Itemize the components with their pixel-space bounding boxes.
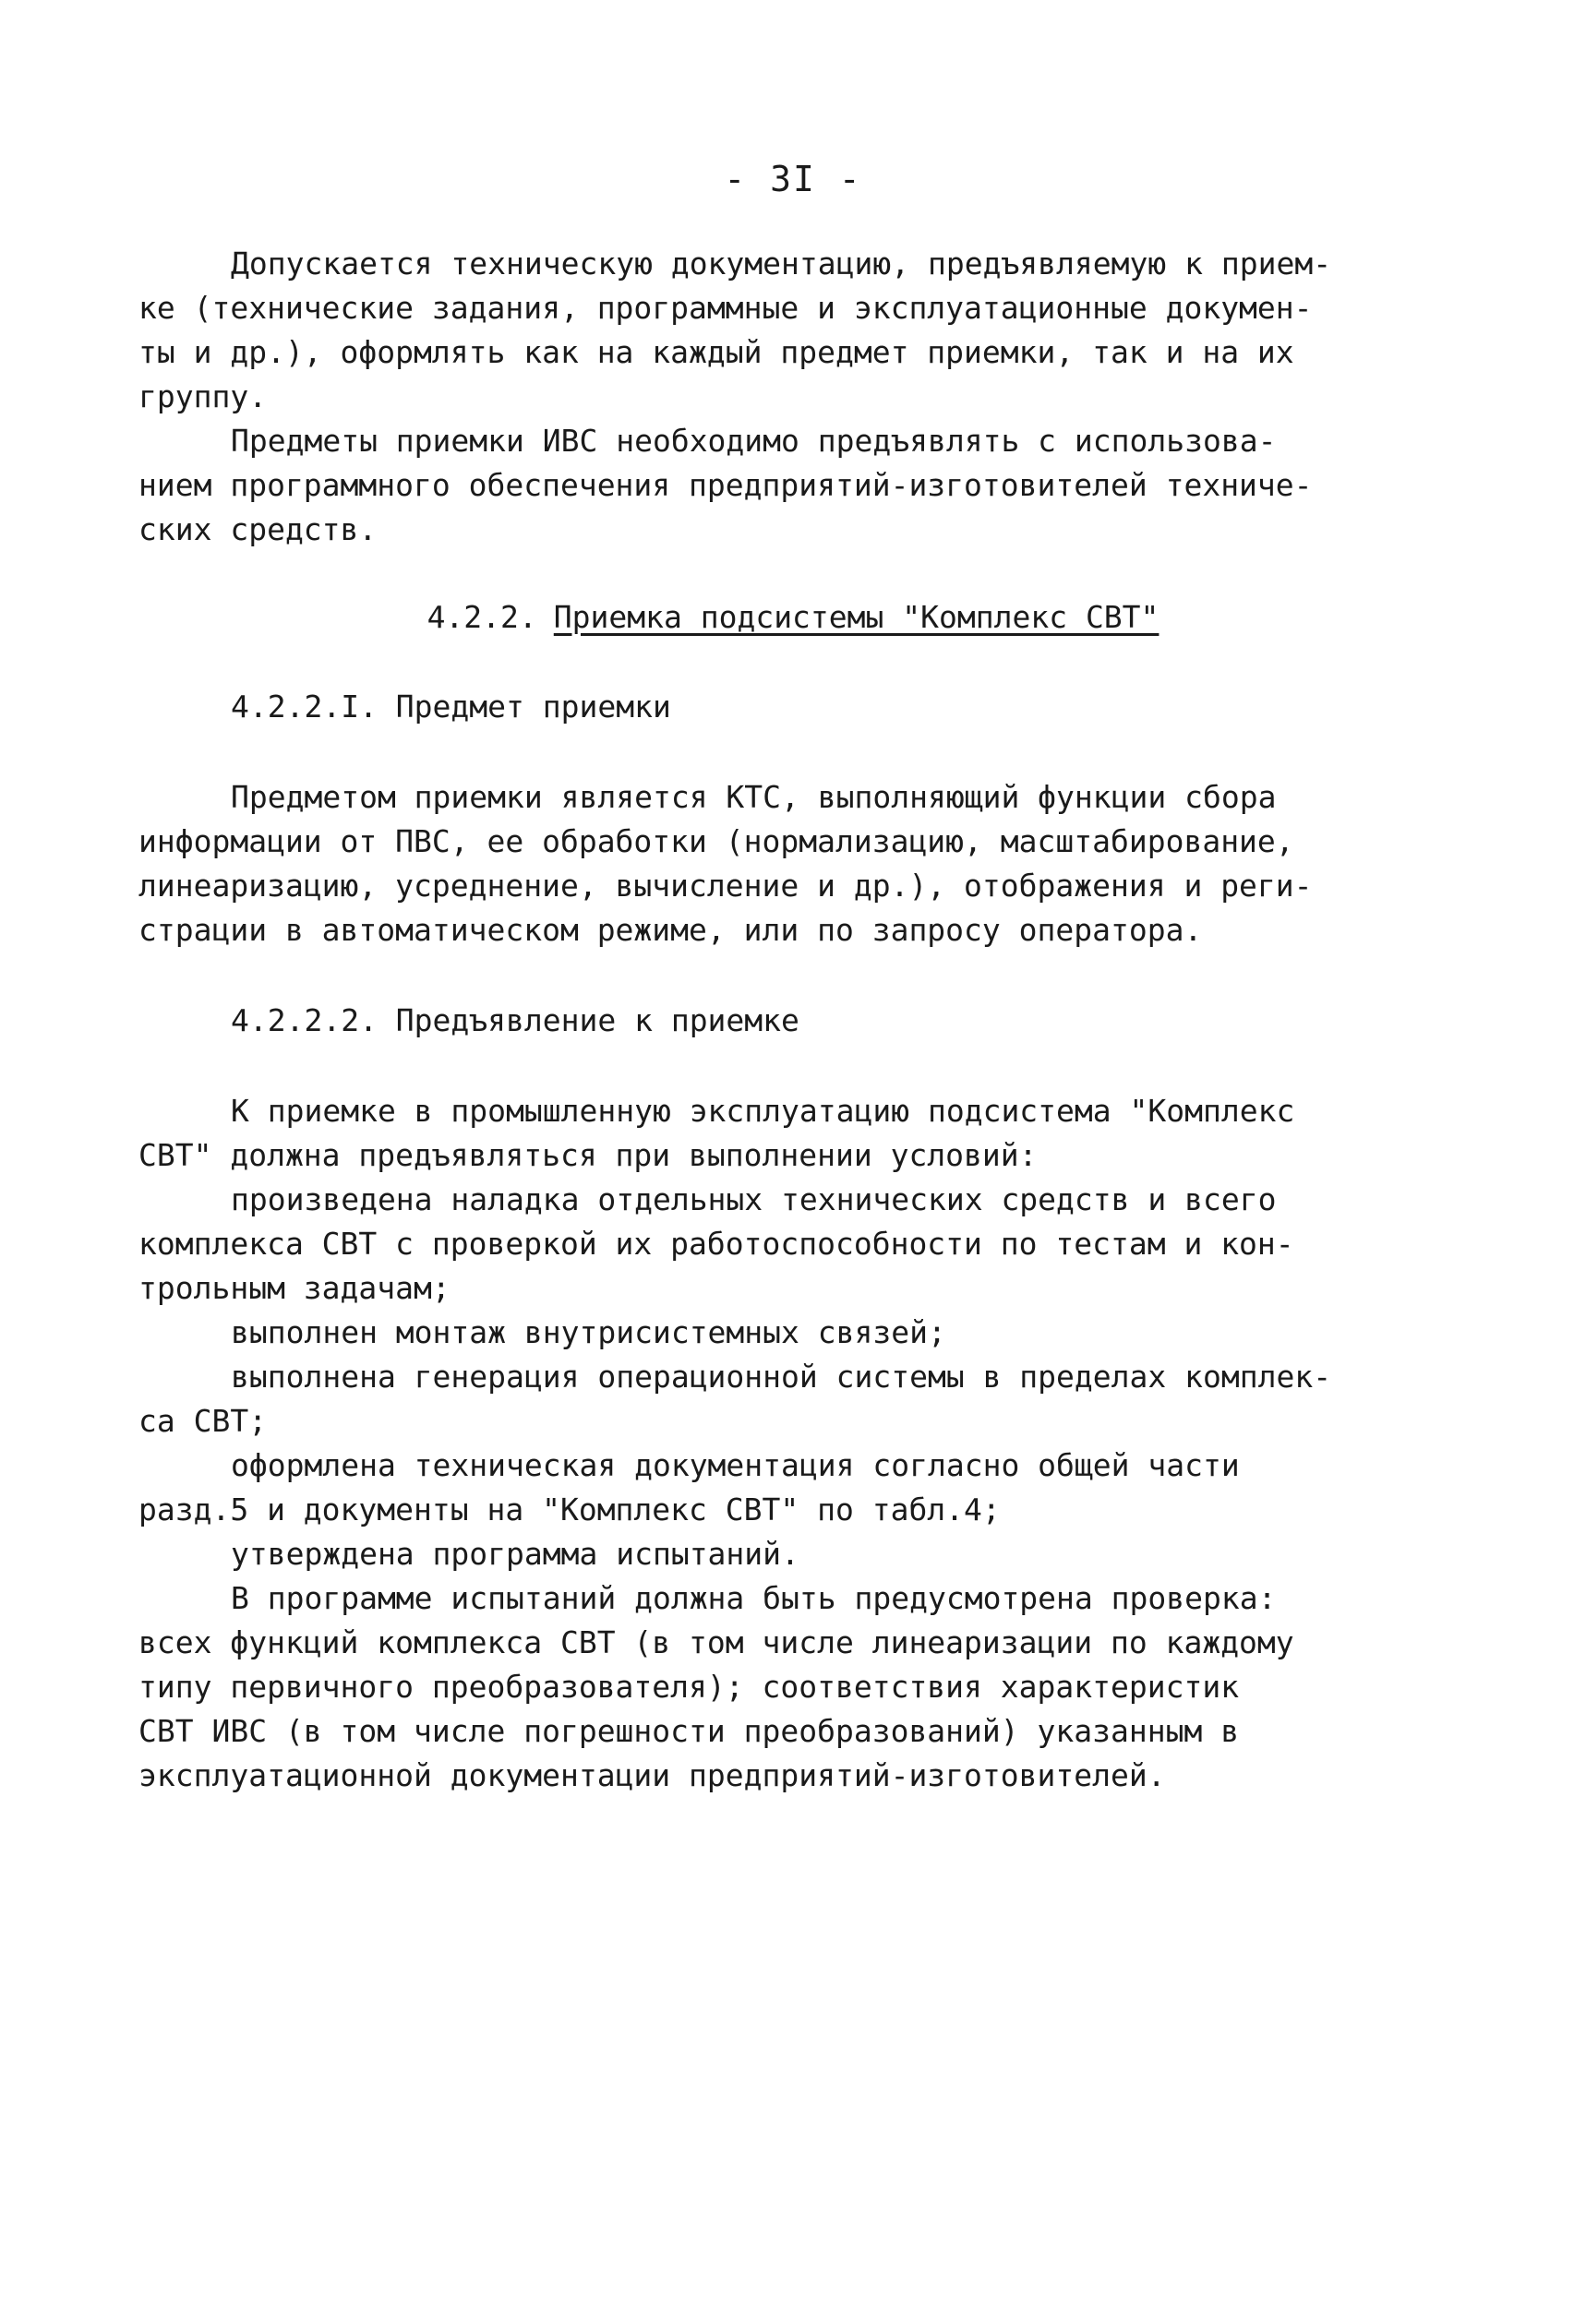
section-title: Приемка подсистемы "Комплекс СВТ" <box>553 599 1159 635</box>
paragraph-ivs-subjects <box>138 419 1329 552</box>
text-line: ты и др.), оформлять как на каждый предмет приемки, так и на их <box>138 334 1294 370</box>
text-line: эксплуатационной документации предприятий-изготовителей. <box>138 1757 1166 1793</box>
subsection-heading-subject: 4.2.2.I. Предмет приемки <box>231 689 671 725</box>
text-line: К приемке в промышленную эксплуатацию подсистема "Комплекс <box>231 1093 1295 1129</box>
text-line: утверждена программа испытаний. <box>231 1536 799 1572</box>
text-line: Допускается техническую документацию, предъявляемую к прием- <box>231 246 1332 282</box>
condition-item <box>138 1355 1332 1444</box>
text-line: Предметы приемки ИВС необходимо предъявлять с использова- <box>231 423 1277 459</box>
text-line: типу первичного преобразователя); соответствия характеристик <box>138 1669 1240 1705</box>
text-line: ке (технические задания, программные и эксплуатационные докумен- <box>138 290 1313 326</box>
text-line: информации от ПВС, ее обработки (нормализацию, масштабирование, <box>138 823 1294 859</box>
text-line: страции в автоматическом режиме, или по запросу оператора. <box>138 912 1203 948</box>
paragraph-tech-documentation <box>138 242 1332 419</box>
text-line: выполнена генерация операционной системы в пределах комплек- <box>231 1359 1332 1395</box>
section-heading <box>0 595 1586 640</box>
text-line: выполнен монтаж внутрисистемных связей; <box>231 1314 946 1350</box>
condition-item <box>138 1532 1329 1576</box>
text-line: оформлена техническая документация согласно общей части <box>231 1447 1240 1483</box>
text-line: разд.5 и документы на "Комплекс СВТ" по табл.4; <box>138 1491 1001 1527</box>
text-line: са СВТ; <box>138 1403 268 1439</box>
paragraph-presentation-conditions <box>138 1089 1329 1178</box>
text-line: Предметом приемки является КТС, выполняющий функции сбора <box>231 779 1277 815</box>
section-number: 4.2.2. <box>427 599 537 635</box>
text-line: линеаризацию, усреднение, вычисление и др.), отображения и реги- <box>138 868 1313 904</box>
text-line: В программе испытаний должна быть предусмотрена проверка: <box>231 1580 1277 1616</box>
text-line: нием программного обеспечения предприятий-изготовителей техниче- <box>138 467 1313 503</box>
subsection-heading-presentation: 4.2.2.2. Предъявление к приемке <box>231 1002 799 1038</box>
text-line: всех функций комплекса СВТ (в том числе линеаризации по каждому <box>138 1624 1294 1660</box>
condition-item <box>138 1444 1329 1532</box>
paragraph-test-program <box>138 1576 1329 1798</box>
page-number: - 3I - <box>724 159 862 199</box>
condition-item <box>138 1178 1329 1311</box>
text-line: СВТ" должна предъявляться при выполнении условий: <box>138 1137 1038 1173</box>
text-line: трольным задачам; <box>138 1270 451 1306</box>
paragraph-kts-subject <box>138 775 1329 952</box>
condition-item <box>138 1311 1329 1355</box>
text-line: ских средств. <box>138 511 378 547</box>
text-line: группу. <box>138 378 268 414</box>
text-line: СВТ ИВС (в том числе погрешности преобразований) указанным в <box>138 1713 1240 1749</box>
text-line: комплекса СВТ с проверкой их работоспособности по тестам и кон- <box>138 1226 1294 1262</box>
text-line: произведена наладка отдельных технических средств и всего <box>231 1181 1277 1217</box>
